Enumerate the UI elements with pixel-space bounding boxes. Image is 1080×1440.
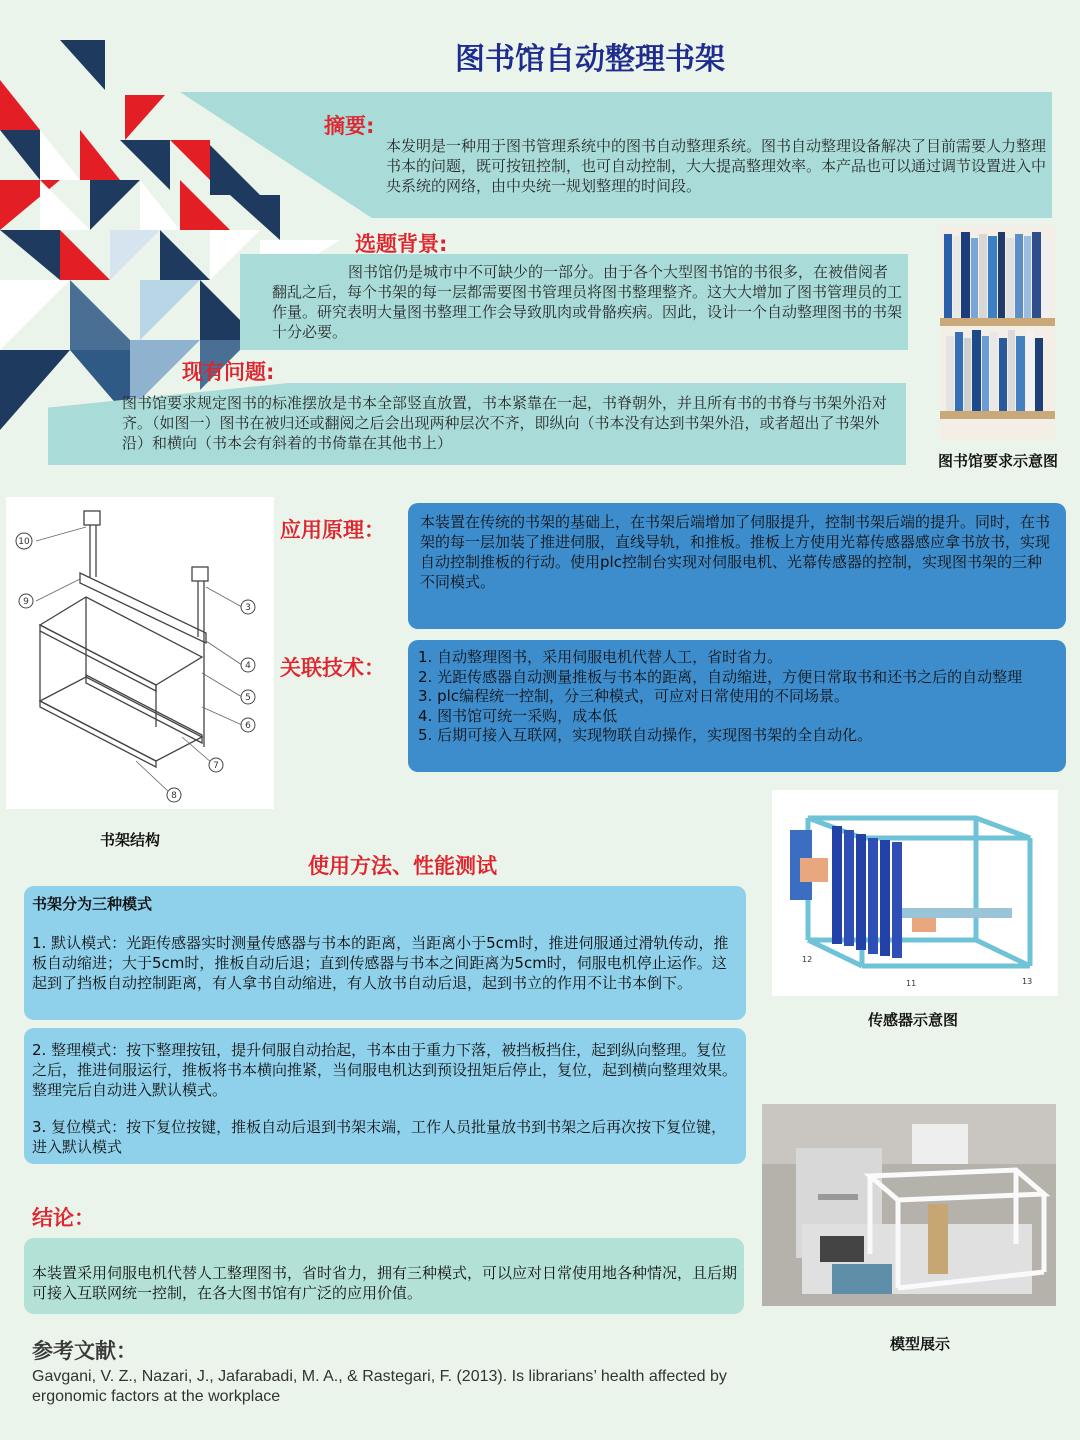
usage-mode-1: 1. 默认模式：光距传感器实时测量传感器与书本的距离，当距离小于5cm时，推进伺服通过滑轨传动，推板自动缩进；大于5cm时，推板自动后退；直到传感器与书本之间距离为5cm时，伺服电机停止运作。这起到了挡板自动控制距离，有人拿书自动缩进，有人放书自动后退，起到书立的作用不让书本倒下。 xyxy=(32,934,729,992)
shelf-photo-caption: 图书馆要求示意图 xyxy=(937,452,1058,470)
structure-caption: 书架结构 xyxy=(99,831,160,849)
tech-item-3: 3. plc编程统一控制，分三种模式，可应对日常使用的不同场景。 xyxy=(418,687,850,705)
background-text: 图书馆仍是城市中不可缺少的一部分。由于各个大型图书馆的书很多，在被借阅者翻乱之后，每个书架的每一层都需要图书管理员将图书整理整齐。这大大增加了图书管理员的工作量。研究表明大量图书整理工作会导致肌肉或骨骼疾病。因此，设计一个自动整理图书的书架十分必要。 xyxy=(272,263,903,341)
principle-heading: 应用原理： xyxy=(280,518,385,542)
diagram-label-7: 7 xyxy=(213,761,219,771)
conclusion-heading: 结论： xyxy=(32,1206,95,1230)
tech-item-1: 1. 自动整理图书，采用伺服电机代替人工，省时省力。 xyxy=(418,648,783,666)
principle-text: 本装置在传统的书架的基础上，在书架后端增加了伺服提升，控制书架后端的提升。同时，在书架的每一层加装了推进伺服，直线导轨，和推板。推板上方使用光幕传感器感应拿书放书，实现自动控制推板的行动。使用plc控制台实现对伺服电机、光幕传感器的控制，实现图书架的三种不同模式。 xyxy=(420,513,1051,591)
model-caption: 模型展示 xyxy=(889,1335,950,1353)
references-heading: 参考文献： xyxy=(32,1339,137,1363)
bookshelf-structure-diagram xyxy=(6,497,274,809)
sensor-label-13: 13 xyxy=(1022,977,1033,986)
diagram-label-6: 6 xyxy=(245,721,251,731)
diagram-label-9: 9 xyxy=(23,597,29,607)
tech-item-5: 5. 后期可接入互联网，实现物联自动操作，实现图书架的全自动化。 xyxy=(418,726,873,744)
model-photo xyxy=(762,1104,1056,1306)
diagram-label-3: 3 xyxy=(245,603,251,613)
usage-box-1-title: 书架分为三种模式 xyxy=(32,895,153,913)
sensor-caption: 传感器示意图 xyxy=(867,1011,958,1029)
sensor-label-11: 11 xyxy=(906,979,917,988)
page-title: 图书馆自动整理书架 xyxy=(455,42,725,77)
tech-heading: 关联技术： xyxy=(280,656,385,680)
bookshelf-photo xyxy=(940,226,1055,440)
tech-item-2: 2. 光距传感器自动测量推板与书本的距离，自动缩进，方便日常取书和还书之后的自动整理 xyxy=(418,667,1023,686)
background-heading: 选题背景: xyxy=(355,232,448,256)
diagram-label-4: 4 xyxy=(245,661,251,671)
diagram-label-8: 8 xyxy=(171,791,177,801)
abstract-text: 本发明是一种用于图书管理系统中的图书自动整理系统。图书自动整理设备解决了目前需要人力整理书本的问题，既可按钮控制，也可自动控制，大大提高整理效率。本产品也可以通过调节设置进入中央系统的网络，由中央统一规划整理的时间段。 xyxy=(386,137,1047,195)
conclusion-text: 本装置采用伺服电机代替人工整理图书，省时省力，拥有三种模式，可以应对日常使用地各种情况，且后期可接入互联网统一控制，在各大图书馆有广泛的应用价值。 xyxy=(32,1264,738,1302)
problems-heading: 现有问题: xyxy=(182,360,275,384)
abstract-heading: 摘要: xyxy=(324,114,375,138)
problems-text: 图书馆要求规定图书的标准摆放是书本全部竖直放置，书本紧靠在一起，书脊朝外，并且所有书的书脊与书架外沿对齐。（如图一）图书在被归还或翻阅之后会出现两种层次不齐，即纵向（书本没有达到书架外沿，或者超出了书架外沿）和横向（书本会有斜着的书倚靠在其他书上） xyxy=(122,394,888,452)
usage-heading: 使用方法、性能测试 xyxy=(308,854,497,878)
references-text: Gavgani, V. Z., Nazari, J., Jafarabadi, M. A., & Rastegari, F. (2013). Is librarians’ health affected by ergonomic factors at the workplace xyxy=(32,1368,727,1405)
usage-mode-2: 2. 整理模式：按下整理按钮，提升伺服自动抬起，书本由于重力下落，被挡板挡住，起到纵向整理。复位之后，推进伺服运行，推板将书本横向推紧，当伺服电机达到预设扭矩后停止，复位，起到横向整理效果。整理完后自动进入默认模式。 xyxy=(32,1041,738,1099)
diagram-label-5: 5 xyxy=(245,693,251,703)
usage-mode-3: 3. 复位模式：按下复位按键，推板自动后退到书架末端，工作人员批量放书到书架之后再次按下复位键，进入默认模式 xyxy=(32,1118,727,1156)
tech-item-4: 4. 图书馆可统一采购，成本低 xyxy=(418,706,618,725)
diagram-label-10: 10 xyxy=(18,537,30,547)
sensor-diagram xyxy=(772,790,1058,996)
sensor-label-12: 12 xyxy=(802,955,813,964)
tech-list xyxy=(418,648,1058,746)
